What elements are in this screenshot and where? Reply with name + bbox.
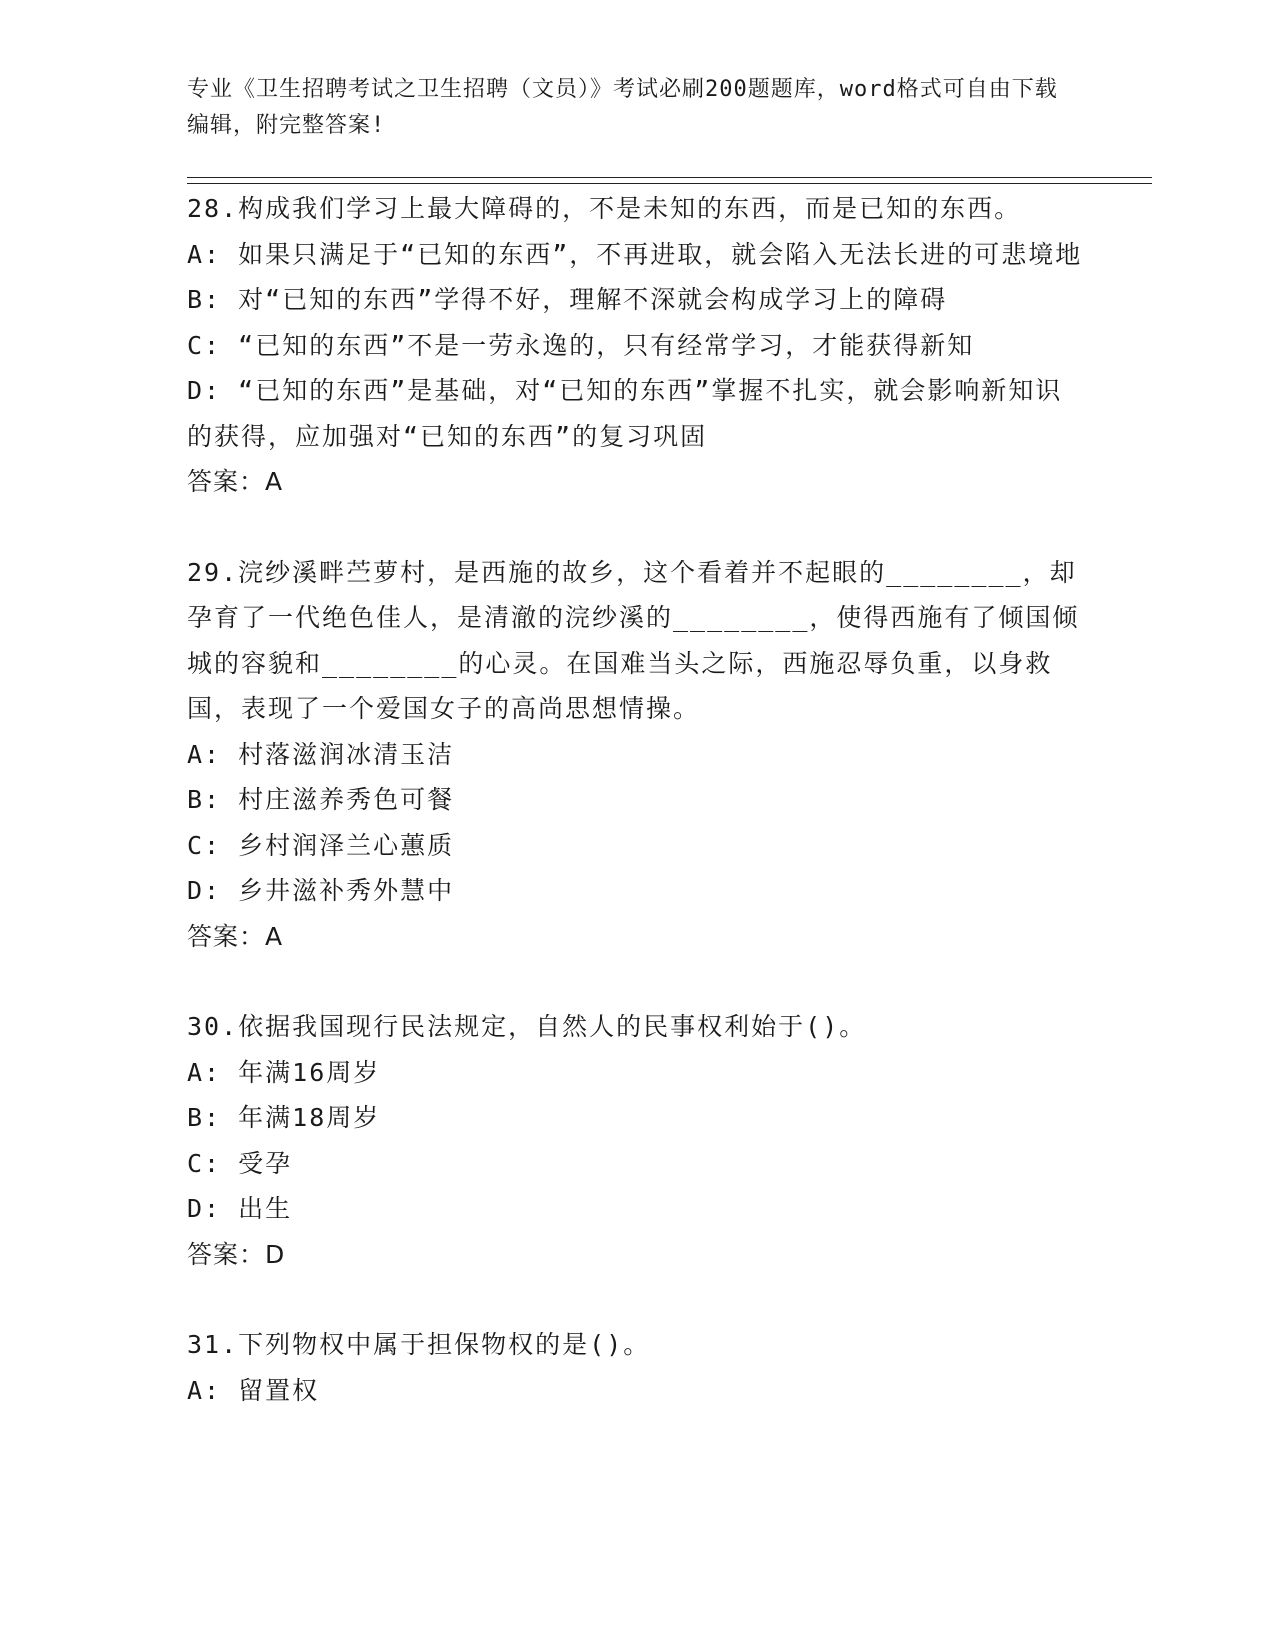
answer: 答案：D	[187, 1239, 286, 1269]
option-d: D: 乡井滋补秀外慧中	[187, 876, 455, 905]
option-a: A: 如果只满足于“已知的东西”，不再进取，就会陷入无法长进的可悲境地	[187, 239, 1083, 269]
option-d: D: 出生	[187, 1194, 293, 1223]
answer: 答案：A	[187, 467, 284, 496]
question-stem: 28.构成我们学习上最大障碍的，不是未知的东西，而是已知的东西。	[187, 194, 1022, 223]
option-d: D: “已知的东西”是基础，对“已知的东西”掌握不扎实，就会影响新知识的获得，应加强对“已知的东西”的复习巩固	[187, 376, 1063, 451]
option-a: A: 村落滋润冰清玉洁	[187, 739, 455, 769]
option-c: C: “已知的东西”不是一劳永逸的，只有经常学习，才能获得新知	[187, 330, 975, 360]
option-a: A: 年满16周岁	[187, 1057, 381, 1087]
answer: 答案：A	[187, 921, 284, 951]
option-a: A: 留置权	[187, 1375, 320, 1405]
question-stem: 31.下列物权中属于担保物权的是()。	[187, 1330, 651, 1359]
question-31	[187, 1322, 1087, 1413]
header-divider-top	[187, 177, 1152, 178]
option-c: C: 受孕	[187, 1148, 293, 1178]
option-b: B: 对“已知的东西”学得不好，理解不深就会构成学习上的障碍	[187, 285, 948, 314]
question-list	[187, 186, 1087, 1413]
option-c: C: 乡村润泽兰心蕙质	[187, 830, 455, 860]
document-header: 专业《卫生招聘考试之卫生招聘（文员）》考试必刷200题题库，word格式可自由下载编辑，附完整答案!	[187, 77, 1058, 138]
question-28	[187, 186, 1087, 505]
question-stem: 29.浣纱溪畔苎萝村，是西施的故乡，这个看着并不起眼的________，却孕育了一代绝色佳人，是清澈的浣纱溪的________，使得西施有了倾国倾城的容貌和________的心灵。在国难当头之际，西施忍辱负重，以身救国，表现了一个爱国女子的高尚思想情操。	[187, 557, 1080, 723]
option-b: B: 村庄滋养秀色可餐	[187, 785, 455, 814]
header-divider-bottom	[187, 183, 1152, 184]
option-b: B: 年满18周岁	[187, 1103, 381, 1132]
question-stem: 30.依据我国现行民法规定，自然人的民事权利始于()。	[187, 1012, 867, 1041]
question-29	[187, 550, 1087, 960]
question-30	[187, 1004, 1087, 1277]
